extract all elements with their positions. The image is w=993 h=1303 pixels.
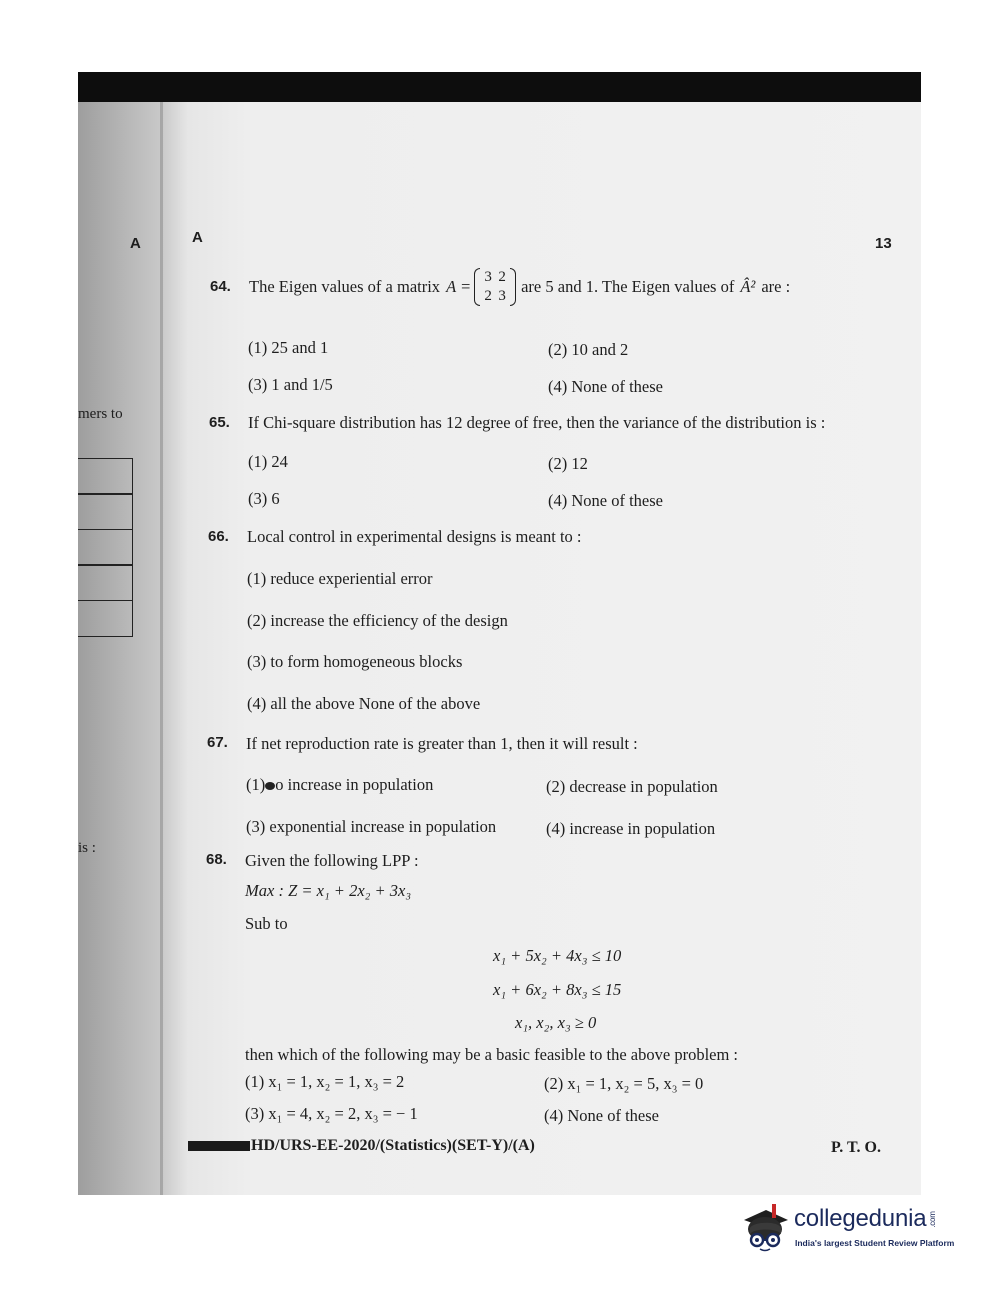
option: (2) decrease in population bbox=[546, 777, 718, 796]
option: (1) 25 and 1 bbox=[248, 338, 329, 357]
question-number: 65. bbox=[209, 414, 230, 431]
question-stem: Local control in experimental designs is meant to : bbox=[247, 527, 582, 546]
left-page-fragment: mers to bbox=[78, 406, 123, 422]
lpp-constraint: x₁, x₂, x₃ ≥ 0 bbox=[515, 1013, 597, 1032]
question-stem: If Chi-square distribution has 12 degree of free, then the variance of the distribution is : bbox=[248, 413, 826, 432]
matrix-cell: 2 bbox=[484, 288, 492, 304]
page-number: 13 bbox=[875, 235, 892, 252]
option-1-handwritten bbox=[246, 775, 433, 795]
option-text: o increase in population bbox=[275, 775, 434, 794]
lpp-subject-to: Sub to bbox=[245, 914, 288, 933]
brand-text: collegedunia bbox=[794, 1205, 927, 1232]
left-table-cell bbox=[78, 458, 133, 495]
option: (4) None of these bbox=[548, 377, 664, 396]
collegedunia-logo bbox=[738, 1198, 960, 1262]
brand-domain: .com bbox=[928, 1211, 938, 1228]
matrix-cell: 2 bbox=[498, 269, 506, 285]
paper-code bbox=[188, 1137, 535, 1155]
brand-tagline: India's largest Student Review Platform bbox=[795, 1238, 955, 1248]
question-number: 64. bbox=[210, 278, 231, 295]
left-table-cell bbox=[78, 529, 133, 566]
question-number: 67. bbox=[207, 734, 228, 751]
ink-blot bbox=[265, 782, 275, 790]
scanned-page bbox=[78, 72, 921, 1195]
lpp-constraint: x₁ + 5x₂ + 4x₃ ≤ 10 bbox=[493, 946, 622, 965]
option: (3) x₁ = 4, x₂ = 2, x₃ = − 1 bbox=[245, 1104, 418, 1123]
scan-top-border bbox=[78, 72, 921, 102]
option: (3) exponential increase in population bbox=[246, 817, 497, 836]
option: (2) x₁ = 1, x₂ = 5, x₃ = 0 bbox=[544, 1074, 704, 1093]
option: (1) x₁ = 1, x₂ = 1, x₃ = 2 bbox=[245, 1072, 405, 1091]
option-label: (1) bbox=[246, 775, 266, 794]
option: (3) 6 bbox=[248, 489, 280, 508]
question-number: 66. bbox=[208, 528, 229, 545]
matrix-cell: 3 bbox=[484, 269, 492, 285]
option: (1) 24 bbox=[248, 452, 288, 471]
question-stem: then which of the following may be a basic feasible to the above problem : bbox=[245, 1045, 739, 1064]
question-stem: If net reproduction rate is greater than 1, then it will result : bbox=[246, 734, 638, 753]
left-table-cell bbox=[78, 600, 133, 637]
left-page-letter: A bbox=[130, 235, 141, 252]
option: (4) increase in population bbox=[546, 819, 716, 838]
option: (2) 12 bbox=[548, 454, 588, 473]
stem-text: are 5 and 1. The Eigen values of bbox=[521, 277, 735, 296]
page-spine-shadow bbox=[160, 102, 163, 1195]
stem-text: are : bbox=[761, 277, 791, 296]
left-page-fragment: is : bbox=[78, 840, 96, 856]
option: (2) increase the efficiency of the design bbox=[247, 611, 508, 630]
option: (3) 1 and 1/5 bbox=[248, 375, 333, 394]
pto-label: P. T. O. bbox=[831, 1139, 881, 1156]
option: (4) None of these bbox=[548, 491, 664, 510]
matrix-label: A = bbox=[446, 277, 472, 296]
brand-name bbox=[794, 1205, 943, 1233]
redacted-mark bbox=[188, 1141, 250, 1151]
matrix-a bbox=[474, 268, 516, 306]
option: (4) all the above None of the above bbox=[247, 694, 481, 713]
option: (1) reduce experiential error bbox=[247, 569, 433, 588]
matrix-cell: 3 bbox=[498, 288, 506, 304]
mascot-icon bbox=[738, 1198, 792, 1254]
question-64-stem bbox=[249, 268, 790, 306]
question-number: 68. bbox=[206, 851, 227, 868]
question-stem: Given the following LPP : bbox=[245, 851, 419, 870]
left-table-cell bbox=[78, 493, 133, 530]
option: (2) 10 and 2 bbox=[548, 340, 629, 359]
lpp-constraint: x₁ + 6x₂ + 8x₃ ≤ 15 bbox=[493, 980, 622, 999]
stem-text: The Eigen values of a matrix bbox=[249, 277, 441, 296]
set-letter: A bbox=[192, 229, 203, 246]
option: (4) None of these bbox=[544, 1106, 660, 1125]
stem-symbol: Â² bbox=[740, 277, 756, 296]
paper-code-text: HD/URS-EE-2020/(Statistics)(SET-Y)/(A) bbox=[251, 1137, 535, 1154]
lpp-objective: Max : Z = x₁ + 2x₂ + 3x₃ bbox=[245, 881, 412, 900]
option: (3) to form homogeneous blocks bbox=[247, 652, 463, 671]
left-table-cell bbox=[78, 564, 133, 601]
